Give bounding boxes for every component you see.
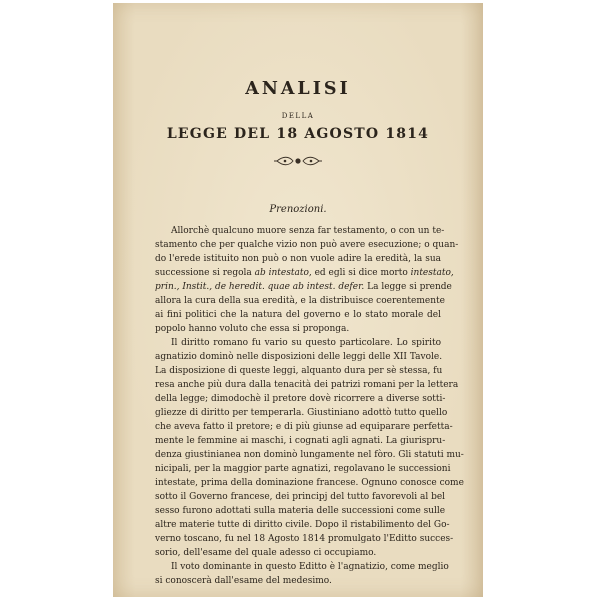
body-line <box>155 546 441 560</box>
body-line <box>155 462 451 476</box>
text-fragment: stamento che per qualche vizio non può avere esecuzione; o quan- <box>155 240 459 250</box>
body-line <box>155 238 459 252</box>
text-fragment: ai fini politici che la natura del governo e lo stato morale del <box>155 310 441 320</box>
title-connector: DELLA <box>281 112 315 120</box>
body-line <box>155 406 448 420</box>
body-text <box>155 224 464 588</box>
page-title: ANALISI <box>245 79 351 99</box>
body-line <box>155 350 441 364</box>
text-fragment: gliezze di diritto per temperarla. Giustiniano adottò tutto quello <box>155 408 448 418</box>
body-line <box>155 392 446 406</box>
text-fragment: , ed egli si dice morto <box>308 268 411 278</box>
body-line <box>155 560 449 574</box>
text-fragment: che aveva fatto il pretore; e di più giunse ad equiparare perfetta- <box>155 422 453 432</box>
body-line <box>155 294 445 308</box>
italic-citation: prin., Instit., de heredit. quae ab intest. defer. <box>155 282 365 292</box>
text-fragment: della legge; dimodochè il pretore dovè ricorrere a diverse sotti- <box>155 394 446 404</box>
body-line <box>155 434 446 448</box>
text-fragment: Il diritto romano fu vario su questo particolare. Lo spirito <box>171 338 441 348</box>
body-line <box>155 574 441 588</box>
text-fragment: La disposizione di queste leggi, alquanto dura per sè stessa, fu <box>155 366 443 376</box>
text-fragment: intestate, prima della dominazione francese. Ognuno conosce come <box>155 478 464 488</box>
text-fragment: altre materie tutte di diritto civile. Dopo il ristabilimento del Go- <box>155 520 450 530</box>
text-fragment: La legge si prende <box>364 282 452 292</box>
floral-ornament-icon <box>273 155 323 167</box>
body-line <box>155 266 454 280</box>
text-fragment: resa anche più dura dalla tenacità dei patrizi romani per la lettera <box>155 380 459 390</box>
body-line <box>155 420 453 434</box>
body-line <box>155 280 452 294</box>
text-fragment: sesso furono adottati sulla materia delle successioni come sulle <box>155 506 446 516</box>
text-fragment: sorio, dell'esame del quale adesso ci occupiamo. <box>155 548 377 558</box>
body-line <box>155 532 454 546</box>
body-line <box>155 378 459 392</box>
text-fragment: si conoscerà dall'esame del medesimo. <box>155 576 332 586</box>
text-fragment: verno toscano, fu nel 18 Agosto 1814 promulgato l'Editto succes- <box>155 534 454 544</box>
body-line <box>155 504 446 518</box>
italic-citation: ab intestato <box>254 268 309 278</box>
text-fragment: popolo hanno voluto che essa si proponga. <box>155 324 350 334</box>
body-line <box>155 448 464 462</box>
body-line <box>155 252 441 266</box>
text-fragment: successione si regola <box>155 268 255 278</box>
body-line <box>155 336 441 350</box>
text-fragment: sotto il Governo francese, dei principj del tutto favorevoli al bel <box>155 492 446 502</box>
body-line <box>155 308 441 322</box>
page-subtitle: LEGGE DEL 18 AGOSTO 1814 <box>166 126 430 142</box>
text-fragment: denza giustinianea non dominò lungamente nel fòro. Gli statuti mu- <box>155 450 464 460</box>
body-line <box>155 364 441 378</box>
body-line <box>155 224 445 238</box>
text-fragment: Il voto dominante in questo Editto è l'agnatizio, come meglio <box>171 562 449 572</box>
section-heading: Prenozioni. <box>269 204 327 215</box>
text-fragment: agnatizio dominò nelle disposizioni delle leggi delle XII Tavole. <box>155 352 443 362</box>
body-line <box>155 322 441 336</box>
book-page <box>113 3 483 597</box>
body-line <box>155 490 446 504</box>
text-fragment: allora la cura della sua eredità, e la distribuisce coerentemente <box>155 296 445 306</box>
body-line <box>155 476 464 490</box>
text-fragment: Allorchè qualcuno muore senza far testamento, o con un te- <box>171 226 445 236</box>
body-line <box>155 518 450 532</box>
text-fragment: mente le femmine ai maschi, i cognati agli agnati. La giurispru- <box>155 436 446 446</box>
text-fragment: do l'erede istituito non può o non vuole adire la eredità, la sua <box>155 254 441 264</box>
text-fragment: nicipali, per la maggior parte agnatizi, regolavano le successioni <box>155 464 451 474</box>
italic-citation: intestato, <box>410 268 454 278</box>
